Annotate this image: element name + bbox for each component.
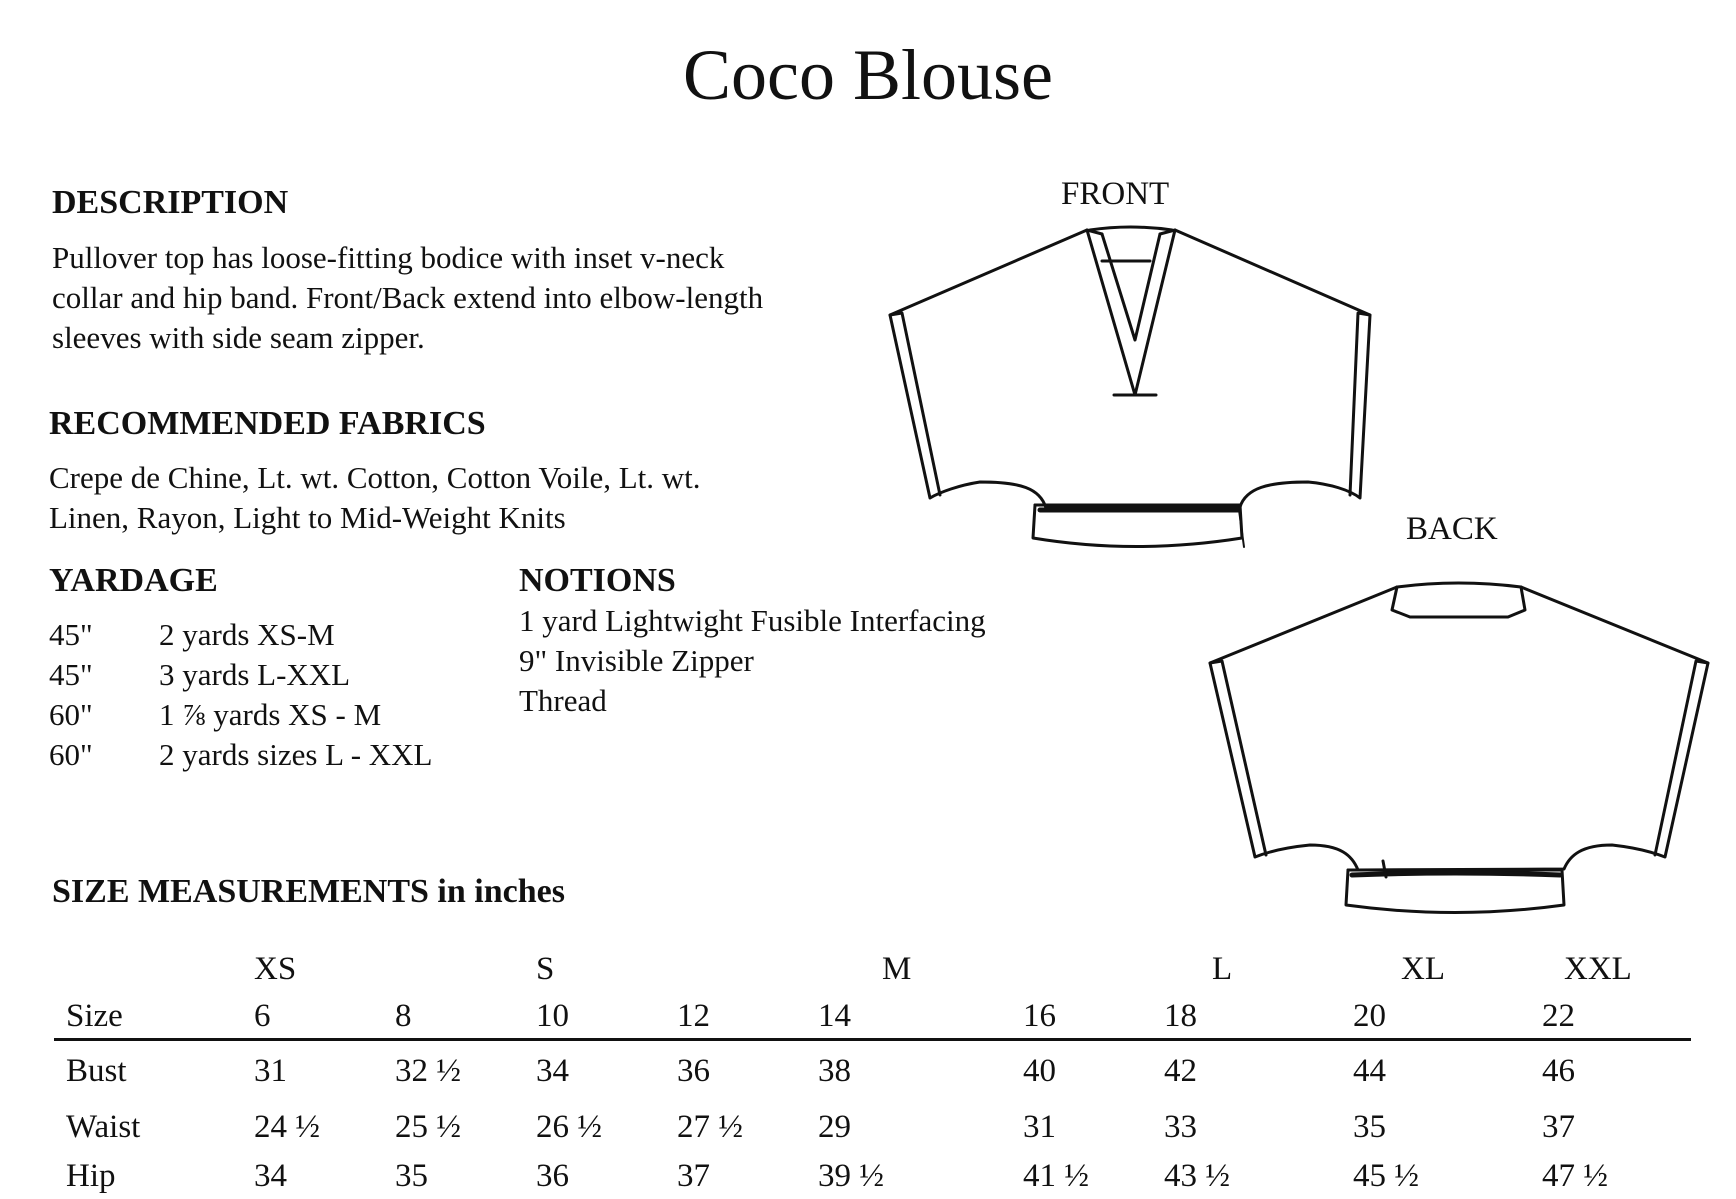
- size-letter: XS: [254, 950, 297, 987]
- notions-list: [519, 601, 986, 721]
- size-letter: L: [1212, 950, 1233, 987]
- table-cell: 25 ½: [395, 1108, 461, 1145]
- fabrics-line: Linen, Rayon, Light to Mid-Weight Knits: [49, 500, 566, 535]
- size-number: 8: [395, 997, 412, 1034]
- size-number: 6: [254, 997, 271, 1034]
- table-cell: 34: [254, 1157, 287, 1194]
- table-cell: 24 ½: [254, 1108, 320, 1145]
- fabrics-heading: RECOMMENDED FABRICS: [49, 405, 486, 442]
- table-cell: 31: [1023, 1108, 1056, 1145]
- size-number: 14: [818, 997, 851, 1034]
- yardage-list: [49, 615, 432, 775]
- front-label: FRONT: [1061, 176, 1170, 212]
- description-line: sleeves with side seam zipper.: [52, 320, 425, 355]
- row-label: Bust: [66, 1052, 127, 1089]
- table-row-hip: [54, 1153, 1691, 1199]
- table-cell: 36: [536, 1157, 569, 1194]
- table-cell: 38: [818, 1052, 851, 1089]
- row-label: Size: [66, 997, 123, 1034]
- yardage-row: [49, 735, 432, 775]
- notions-heading: NOTIONS: [519, 562, 676, 599]
- fabrics-text: [49, 458, 701, 538]
- table-row-waist: [54, 1101, 1691, 1153]
- row-label: Waist: [66, 1108, 141, 1145]
- table-cell: 44: [1353, 1052, 1386, 1089]
- size-heading: SIZE MEASUREMENTS in inches: [52, 873, 565, 910]
- table-row-bust: [54, 1040, 1691, 1102]
- yardage-amount: 2 yards sizes L - XXL: [159, 737, 433, 772]
- back-blouse-drawing: [1200, 565, 1710, 915]
- table-cell: 37: [677, 1157, 710, 1194]
- table-cell: 37: [1542, 1108, 1575, 1145]
- table-cell: 36: [677, 1052, 710, 1089]
- size-measurements-table: [54, 944, 1691, 1199]
- table-cell: 34: [536, 1052, 569, 1089]
- table-cell: 35: [395, 1157, 428, 1194]
- table-cell: 32 ½: [395, 1052, 461, 1089]
- table-cell: 40: [1023, 1052, 1056, 1089]
- page-title: Coco Blouse: [683, 35, 1053, 115]
- row-label: Hip: [66, 1157, 116, 1194]
- yardage-row: [49, 695, 432, 735]
- yardage-amount: 3 yards L-XXL: [159, 657, 351, 692]
- yardage-amount: 1 ⅞ yards XS - M: [159, 697, 382, 732]
- table-cell: 33: [1164, 1108, 1197, 1145]
- description-line: collar and hip band. Front/Back extend into elbow-length: [52, 280, 764, 315]
- size-numbers-row: [54, 994, 1691, 1040]
- size-letter: S: [536, 950, 555, 987]
- description-heading: DESCRIPTION: [52, 184, 289, 221]
- table-cell: 41 ½: [1023, 1157, 1089, 1194]
- table-cell: 29: [818, 1108, 851, 1145]
- notions-item: 9" Invisible Zipper: [519, 643, 754, 678]
- table-cell: 47 ½: [1542, 1157, 1608, 1194]
- table-cell: 45 ½: [1353, 1157, 1419, 1194]
- yardage-width: 60": [49, 737, 93, 772]
- table-cell: 46: [1542, 1052, 1575, 1089]
- yardage-width: 45": [49, 657, 93, 692]
- table-cell: 35: [1353, 1108, 1386, 1145]
- size-number: 16: [1023, 997, 1056, 1034]
- size-letter: M: [882, 950, 912, 987]
- size-number: 18: [1164, 997, 1197, 1034]
- table-cell: 27 ½: [677, 1108, 743, 1145]
- table-cell: 39 ½: [818, 1157, 884, 1194]
- size-number: 22: [1542, 997, 1575, 1034]
- yardage-width: 60": [49, 697, 93, 732]
- table-cell: 26 ½: [536, 1108, 602, 1145]
- table-cell: [381, 944, 522, 994]
- size-letters-row: [54, 944, 1691, 994]
- table-cell: 43 ½: [1164, 1157, 1230, 1194]
- size-number: 12: [677, 997, 710, 1034]
- yardage-row: [49, 655, 432, 695]
- table-cell: [663, 944, 804, 994]
- notions-item: Thread: [519, 683, 607, 718]
- size-number: 20: [1353, 997, 1386, 1034]
- size-letter: XXL: [1564, 950, 1632, 987]
- yardage-row: [49, 615, 432, 655]
- yardage-width: 45": [49, 617, 93, 652]
- size-number: 10: [536, 997, 569, 1034]
- back-label: BACK: [1406, 511, 1498, 547]
- front-blouse-drawing: [880, 220, 1380, 560]
- fabrics-line: Crepe de Chine, Lt. wt. Cotton, Cotton Voile, Lt. wt.: [49, 460, 701, 495]
- notions-item: 1 yard Lightwight Fusible Interfacing: [519, 603, 986, 638]
- yardage-heading: YARDAGE: [49, 562, 218, 599]
- table-cell: [54, 944, 240, 994]
- table-cell: 42: [1164, 1052, 1197, 1089]
- description-text: [52, 238, 763, 358]
- description-line: Pullover top has loose-fitting bodice with inset v-neck: [52, 240, 725, 275]
- table-cell: 31: [254, 1052, 287, 1089]
- size-letter: XL: [1401, 950, 1445, 987]
- yardage-amount: 2 yards XS-M: [159, 617, 335, 652]
- table-cell: [1009, 944, 1150, 994]
